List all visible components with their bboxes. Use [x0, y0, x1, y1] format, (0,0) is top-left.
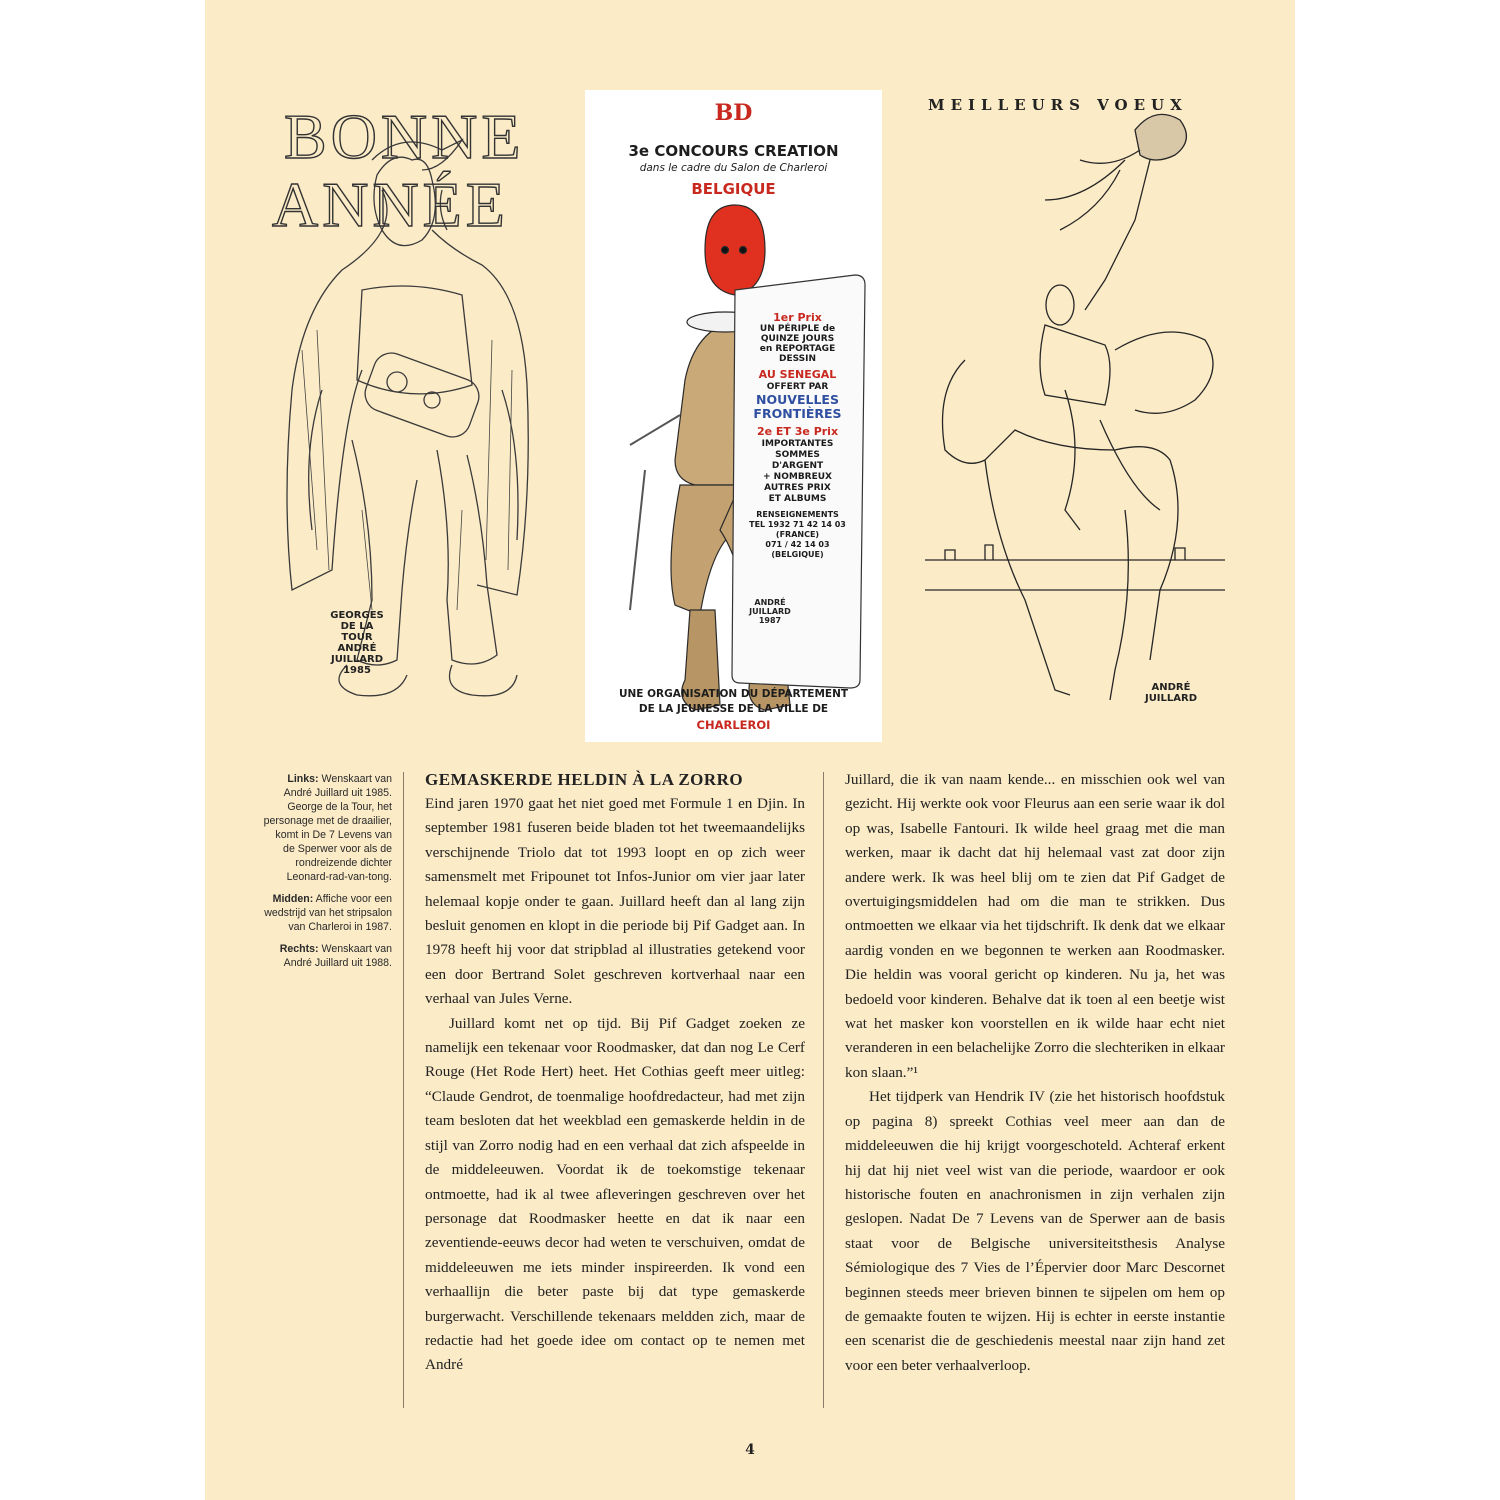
- middle-signature: [745, 598, 795, 625]
- article-paragraph: Juillard, die ik van naam kende... en misschien ook wel van gezicht. Hij werkte ook voor Fleurus aan een serie waar ik dol op was, Isabelle Fantouri. Ik wilde heel graag met die man werken, maar ik dacht dat hij helemaal vast zat door zijn andere werk. Ik was heel blij om te zien dat Pif Gadget de overtuigingsmiddelen had om die man te strikken. Dus ontmoetten we elkaar via het tijdschrift. Ik denk dat we elkaar aardig vonden en we begonnen te werken aan Roodmasker. Die heldin was vooral gericht op kinderen. Nu ja, het was bedoeld voor kinderen. Behalve dat ik toen al een beetje wist wat het masker kon voorstellen en ik wilde haar echt niet veranderen in een belachelijke Zorro die slechteriken in elkaar kon slaan.”¹: [845, 771, 1225, 1081]
- right-signature: [1143, 682, 1199, 704]
- scroll-line: 2e ET 3e Prix: [756, 425, 839, 438]
- signature-line: JUILLARD: [749, 607, 791, 616]
- poster-bd-title: BD: [714, 100, 753, 126]
- signature-line: ANDRÉ: [1151, 682, 1191, 693]
- caption-middle: [262, 892, 392, 934]
- caption-label: Rechts:: [279, 943, 319, 955]
- scroll-line: (FRANCE): [775, 530, 820, 539]
- left-signature: [326, 610, 388, 676]
- scroll-line: D'ARGENT: [771, 461, 824, 471]
- signature-line: 1985: [343, 665, 371, 676]
- article-column-2: [845, 768, 1225, 1378]
- poster-contest-title: 3e CONCOURS CREATION: [628, 142, 839, 160]
- masked-rider-drawing: [925, 90, 1233, 740]
- scroll-line: AUTRES PRIX: [764, 483, 831, 493]
- article-column-1: [425, 768, 805, 1378]
- poster-footer-city: CHARLEROI: [696, 718, 771, 732]
- signature-line: GEORGES: [330, 610, 384, 621]
- scroll-line: en REPORTAGE: [759, 344, 836, 354]
- article-paragraph: Eind jaren 1970 gaat het niet goed met Formule 1 en Djin. In september 1981 fuseren beide bladen tot het tweemaandelijks verschijnende Triolo dat tot 1993 loopt en op zich weer samensmelt met Fripounet tot Infos-Junior om vier jaar later helemaal kopje onder te gaan. Juillard heeft dan al lang zijn besluit genomen en klopt in die periode bij Pif Gadget aan. In 1978 heeft hij voor dat stripblad al illustraties getekend voor een door Bertrand Solet geschreven kortverhaal naar een verhaal van Jules Verne.: [425, 795, 805, 1008]
- middle-illustration-poster: [585, 90, 882, 742]
- scroll-line: RENSEIGNEMENTS: [756, 510, 839, 519]
- poster-subtitle: dans le cadre du Salon de Charleroi: [639, 162, 828, 174]
- bonne-lettering: BONNE: [284, 101, 525, 172]
- signature-line: DE LA TOUR: [340, 621, 374, 643]
- right-illustration-rider: [925, 90, 1233, 740]
- caption-label: Links:: [287, 773, 319, 785]
- caption-text: Wenskaart van André Juillard uit 1988.: [283, 943, 392, 969]
- caption-text: Wenskaart van André Juillard uit 1985. George de la Tour, het personage met de draailier, komt in De 7 Levens van de Sperwer voor als de rondreizende dichter Leonard-rad-van-tong.: [263, 773, 392, 883]
- scroll-line: IMPORTANTES: [761, 439, 834, 449]
- column-divider-middle: [823, 772, 824, 1408]
- scroll-line: DESSIN: [778, 354, 817, 364]
- scroll-line: 071 / 42 14 03: [765, 540, 830, 549]
- article-paragraph: Het tijdperk van Hendrik IV (zie het historisch hoofdstuk op pagina 8) spreekt Cothias veel meer aan dan de middeleeuwen die hij krijgt voorgeschoteld. Achteraf erkent hij dat hij niet veel wist van die periode, waardoor er ook historische fouten en anachronismen in zijn verhalen zijn geslopen. Nadat De 7 Levens van de Sperwer aan de basis staat voor de Belgische universiteitsthesis Analyse Sémiologique des 7 Vies de l’Épervier door Marc Descornet beginnen steeds meer brieven binnen te sijpelen om hem op de gemaakte fouten te wijzen. Hij is echter in eerste instantie een scenarist die de geschiedenis meestal naar zijn hand zet voor een beter verhaalverloop.: [845, 1088, 1225, 1374]
- signature-line: JUILLARD: [1144, 693, 1198, 704]
- caption-left: [262, 772, 392, 884]
- scroll-line: QUINZE JOURS: [760, 334, 835, 344]
- page-number: 4: [745, 1442, 755, 1458]
- poster-footer-line-2: DE LA JEUNESSE DE LA VILLE DE: [638, 703, 829, 715]
- left-illustration-hurdy-gurdy-player: [262, 90, 564, 740]
- meilleurs-voeux-lettering: MEILLEURS VOEUX: [928, 96, 1188, 114]
- scroll-line: + NOMBREUX: [763, 472, 832, 482]
- poster-scroll-text: [735, 312, 860, 560]
- annee-lettering: ANNÉE: [272, 169, 509, 240]
- caption-right: [262, 942, 392, 970]
- scroll-line: OFFERT PAR: [766, 382, 829, 392]
- caption-text: Affiche voor een wedstrijd van het stripsalon van Charleroi in 1987.: [264, 893, 392, 933]
- signature-line: JUILLARD: [330, 654, 384, 665]
- scroll-line: AU SENEGAL: [758, 368, 837, 381]
- article-heading: GEMASKERDE HELDIN À LA ZORRO: [425, 770, 744, 789]
- column-divider-left: [403, 772, 404, 1408]
- signature-line: ANDRÉ: [754, 598, 786, 607]
- scroll-line: SOMMES: [775, 450, 820, 460]
- caption-label: Midden:: [272, 893, 314, 905]
- scroll-line: FRONTIÈRES: [753, 406, 842, 421]
- signature-line: ANDRÉ: [337, 643, 377, 654]
- poster-footer-line-1: UNE ORGANISATION DU DÉPARTEMENT: [618, 688, 849, 700]
- image-captions: [262, 772, 392, 978]
- scroll-line: NOUVELLES: [756, 392, 839, 407]
- scroll-line: UN PÉRIPLE de: [759, 324, 836, 334]
- scroll-line: ET ALBUMS: [768, 494, 827, 504]
- scroll-line: (BELGIQUE): [771, 550, 824, 559]
- scroll-line: TEL 1932 71 42 14 03: [749, 520, 846, 529]
- article-paragraph: Juillard komt net op tijd. Bij Pif Gadget zoeken ze namelijk een tekenaar voor Roodmasker, dat dan nog Le Cerf Rouge (Het Rode Hert) heet. Het Cothias geeft meer uitleg: “Claude Gendrot, de toenmalige hoofdredacteur, had met zijn team besloten dat het weekblad een gemaskerde heldin in de stijl van Zorro nodig had en een verhaal dat zich afspeelde in de middeleeuwen. Voordat ik de toekomstige tekenaar ontmoette, had ik al twee afleveringen geschreven over het personage dat Roodmasker heette en dat ik naar een zeventiende-eeuws decor had weten te verschuiven, omdat de middeleeuwen me iets minder inspireerden. Ik vond een verhaallijn die beter paste bij dat type gemaskerde burgerwacht. Verschillende tekenaars meldden zich, maar de redactie had het goede idee om contact op te nemen met André: [425, 1014, 805, 1374]
- signature-line: 1987: [758, 616, 782, 625]
- poster-country: BELGIQUE: [691, 180, 776, 198]
- scroll-line: 1er Prix: [773, 311, 822, 324]
